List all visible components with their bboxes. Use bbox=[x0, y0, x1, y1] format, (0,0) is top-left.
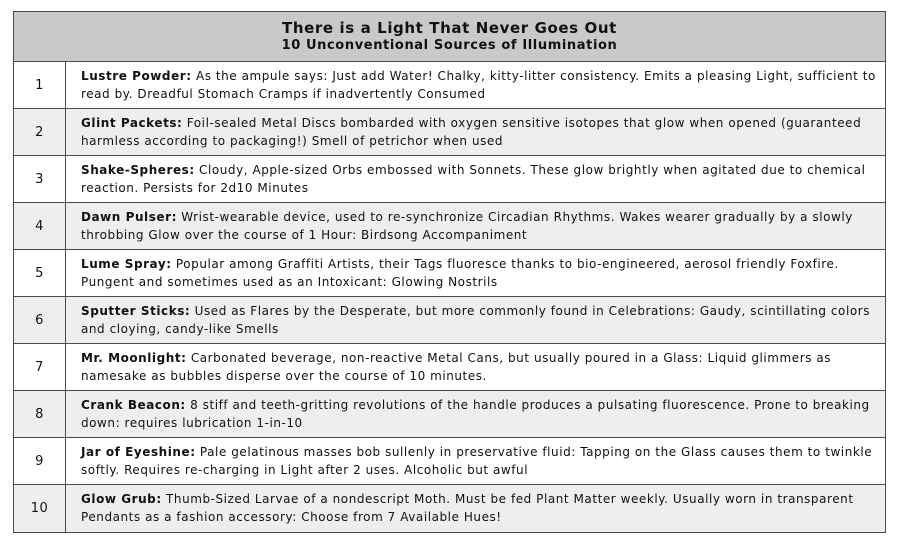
table-row bbox=[14, 297, 885, 344]
item-name: Mr. Moonlight: bbox=[81, 351, 187, 365]
row-description bbox=[66, 438, 885, 484]
table-row bbox=[14, 438, 885, 485]
row-description bbox=[66, 391, 885, 437]
table-title: There is a Light That Never Goes Out bbox=[282, 19, 617, 37]
table-row bbox=[14, 156, 885, 203]
row-description bbox=[66, 109, 885, 155]
row-description bbox=[66, 203, 885, 249]
item-name: Glow Grub: bbox=[81, 492, 162, 506]
item-name: Dawn Pulser: bbox=[81, 210, 177, 224]
item-text: Carbonated beverage, non-reactive Metal Cans, but usually poured in a Glass: Liquid glimmers as namesake as bubbles disperse over the course of 10 minutes. bbox=[81, 351, 832, 383]
table-row bbox=[14, 203, 885, 250]
item-name: Jar of Eyeshine: bbox=[81, 445, 196, 459]
item-name: Shake-Spheres: bbox=[81, 163, 195, 177]
item-text: Thumb-Sized Larvae of a nondescript Moth. Must be fed Plant Matter weekly. Usually worn in transparent Pendants as a fashion accessory: Choose from 7 Available Hues! bbox=[81, 492, 854, 524]
row-number: 5 bbox=[14, 250, 66, 296]
table-row bbox=[14, 344, 885, 391]
row-number: 10 bbox=[14, 485, 66, 532]
item-text: 8 stiff and teeth-gritting revolutions of the handle produces a pulsating fluorescence. Prone to breaking down: requires lubrication 1-in-10 bbox=[81, 398, 870, 430]
table-row bbox=[14, 109, 885, 156]
row-description bbox=[66, 156, 885, 202]
row-description bbox=[66, 485, 885, 532]
row-description bbox=[66, 62, 885, 108]
item-text: Used as Flares by the Desperate, but more commonly found in Celebrations: Gaudy, scintillating colors and cloying, candy-like Smells bbox=[81, 304, 871, 336]
row-description bbox=[66, 344, 885, 390]
row-number: 4 bbox=[14, 203, 66, 249]
item-text: Cloudy, Apple-sized Orbs embossed with Sonnets. These glow brightly when agitated due to chemical reaction. Persists for 2d10 Minutes bbox=[81, 163, 866, 195]
table-header bbox=[14, 12, 885, 62]
row-number: 6 bbox=[14, 297, 66, 343]
item-name: Crank Beacon: bbox=[81, 398, 186, 412]
item-text: Wrist-wearable device, used to re-synchronize Circadian Rhythms. Wakes wearer gradually by a slowly throbbing Glow over the course of 1 Hour: Birdsong Accompaniment bbox=[81, 210, 853, 242]
item-text: Foil-sealed Metal Discs bombarded with oxygen sensitive isotopes that glow when opened (guaranteed harmless according to packaging!) Smell of petrichor when used bbox=[81, 116, 862, 148]
item-name: Sputter Sticks: bbox=[81, 304, 191, 318]
row-number: 1 bbox=[14, 62, 66, 108]
item-name: Glint Packets: bbox=[81, 116, 183, 130]
table-subtitle: 10 Unconventional Sources of Illumination bbox=[281, 38, 618, 53]
row-number: 3 bbox=[14, 156, 66, 202]
row-number: 8 bbox=[14, 391, 66, 437]
item-text: Popular among Graffiti Artists, their Tags fluoresce thanks to bio-engineered, aerosol friendly Foxfire. Pungent and sometimes used as an Intoxicant: Glowing Nostrils bbox=[81, 257, 839, 289]
table-row bbox=[14, 485, 885, 532]
row-number: 9 bbox=[14, 438, 66, 484]
row-number: 7 bbox=[14, 344, 66, 390]
table-row bbox=[14, 250, 885, 297]
item-text: As the ampule says: Just add Water! Chalky, kitty-litter consistency. Emits a pleasing Light, sufficient to read by. Dreadful Stomach Cramps if inadvertently Consumed bbox=[81, 69, 876, 101]
row-description bbox=[66, 250, 885, 296]
illumination-table bbox=[13, 11, 886, 533]
table-row bbox=[14, 62, 885, 109]
item-name: Lustre Powder: bbox=[81, 69, 192, 83]
item-text: Pale gelatinous masses bob sullenly in preservative fluid: Tapping on the Glass causes them to twinkle softly. Requires re-charging in Light after 2 uses. Alcoholic but awful bbox=[81, 445, 873, 477]
table-row bbox=[14, 391, 885, 438]
row-number: 2 bbox=[14, 109, 66, 155]
row-description bbox=[66, 297, 885, 343]
item-name: Lume Spray: bbox=[81, 257, 172, 271]
